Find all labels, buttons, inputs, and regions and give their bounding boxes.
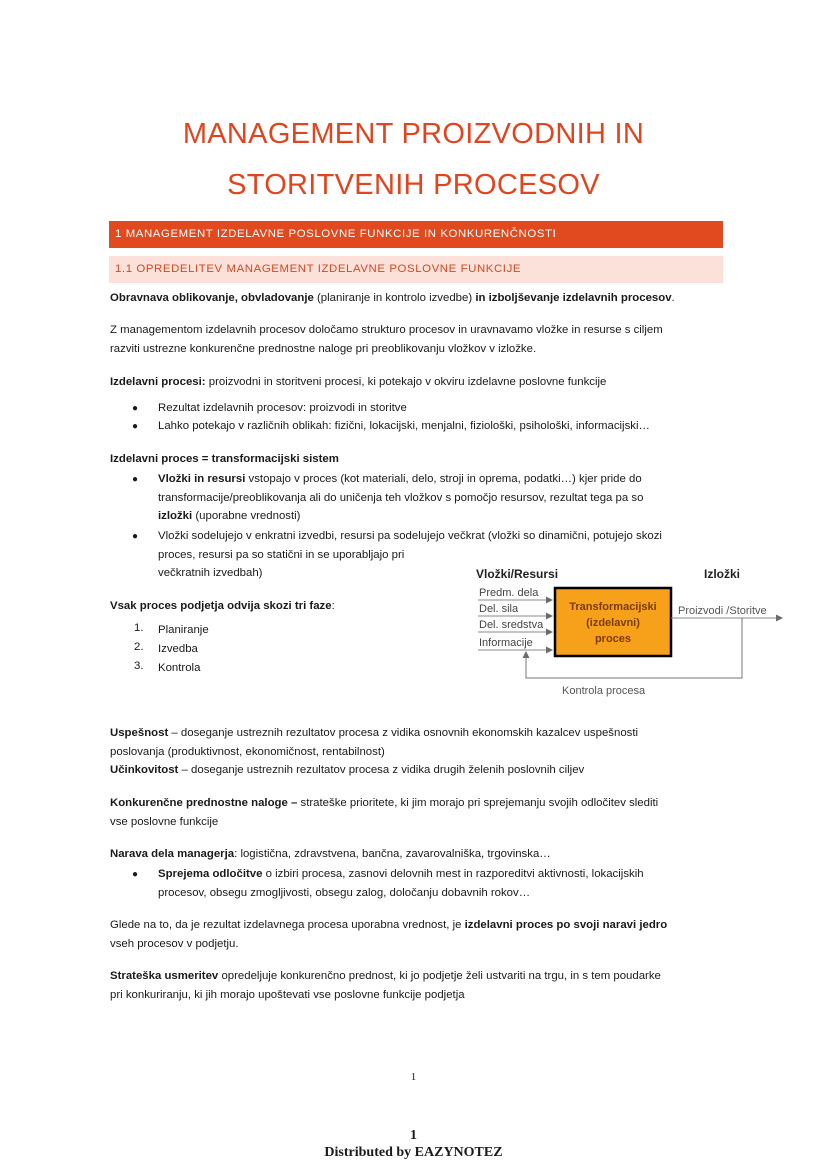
list-number: 3. (134, 660, 144, 672)
section-heading-1-1: 1.1 OPREDELITEV MANAGEMENT IZDELAVNE POSLOVNE FUNKCIJE (109, 256, 723, 283)
diagram-input-predm-dela: Predm. dela (479, 587, 539, 599)
list-item-vlozki: Vložki in resursi vstopajo v proces (kot materiali, delo, stroji in oprema, podatki…) kjer pride do transformacije/preoblikovanja ali do uničenja teh vložkov s pomočjo resursov, rezultat tega pa so izložki (uporabne vrednosti) (158, 473, 644, 522)
list-item-sodelujejo: Vložki sodelujejo v enkratni izvedbi, resursi pa sodelujejo večkrat (vložki so dinamični, potujejo skozi proces, resursi pa so statični in se uporabljajo pri večkratnih izvedbah) (158, 530, 662, 579)
diagram-control-label: Kontrola procesa (562, 685, 646, 697)
bullet-dot: ● (132, 474, 139, 485)
diagram-input-del-sila: Del. sila (479, 603, 519, 615)
diagram-input-informacije: Informacije (479, 637, 533, 649)
list-number: 1. (134, 622, 144, 634)
section-heading-1: 1 MANAGEMENT IZDELAVNE POSLOVNE FUNKCIJE IN KONKURENČNOSTI (109, 221, 723, 248)
page-title-line2: STORITVENIH PROCESOV (227, 169, 600, 201)
list-number: 2. (134, 641, 144, 653)
paragraph-izdelavni-procesi: Izdelavni procesi: proizvodni in storitveni procesi, ki potekajo v okviru izdelavne poslovne funkcije (110, 376, 607, 388)
paragraph-uspesnost: Uspešnost – doseganje ustreznih rezultatov procesa z vidika osnovnih ekonomskih kazalcev uspešnosti poslovanja (produktivnost, ekonomičnost, rentabilnost) Učinkovitost – doseganje ustreznih rezultatov procesa z vidika drugih želenih poslovnih ciljev (110, 727, 639, 776)
paragraph-z-managementom: Z managementom izdelavnih procesov določamo strukturo procesov in uravnavamo vložke in resurse s ciljem razviti ustrezne konkurenčne prednostne naloge pri preoblikovanju vložkov v izložke. (110, 324, 663, 355)
page-number: 1 (410, 1071, 417, 1083)
footer-page-number: 1 (410, 1128, 417, 1143)
transformation-process-diagram (470, 562, 790, 704)
bullet-dot: ● (132, 403, 139, 414)
paragraph-transformacijski-sistem: Izdelavni proces = transformacijski sistem (110, 453, 339, 465)
diagram-box-line1: Transformacijski (569, 601, 657, 613)
bullet-dot: ● (132, 869, 139, 880)
bullet-dot: ● (132, 531, 139, 542)
diagram-left-title: Vložki/Resursi (476, 567, 559, 581)
list-item-izvedba: Izvedba (158, 643, 198, 655)
footer-distributed-by: Distributed by EAZYNOTEZ (324, 1145, 503, 1160)
diagram-input-del-sredstva: Del. sredstva (479, 619, 544, 631)
bullet-dot: ● (132, 421, 139, 432)
list-item: Rezultat izdelavnih procesov: proizvodi in storitve (158, 402, 407, 414)
paragraph-glede-na-to: Glede na to, da je rezultat izdelavnega procesa uporabna vrednost, je izdelavni proces po svoji naravi jedro vseh procesov v podjetju. (110, 919, 668, 950)
paragraph-strateska-usmeritev: Strateška usmeritev opredeljuje konkurenčno prednost, ki jo podjetje želi ustvariti na trgu, in s tem poudarke pri konkuriranju, ki jih morajo upoštevati vse poslovne funkcije podjetja (110, 970, 661, 1001)
list-item-sprejema: Sprejema odločitve o izbiri procesa, zasnovi delovnih mest in razporeditvi aktivnosti, lokacijskih procesov, obsegu zmogljivosti, obsegu zalog, določanju dobavnih rokov… (158, 868, 644, 899)
list-item-kontrola: Kontrola (158, 662, 201, 674)
paragraph-konkurencne-naloge: Konkurenčne prednostne naloge – strateške prioritete, ki jim morajo pri sprejemanju svojih odločitev slediti vse poslovne funkcije (110, 797, 659, 828)
page-title-line1: MANAGEMENT PROIZVODNIH IN (182, 118, 645, 150)
diagram-box-line2: (izdelavni) (586, 617, 640, 629)
list-item: Lahko potekajo v različnih oblikah: fizični, lokacijski, menjalni, fiziološki, psihološki, informacijski… (158, 420, 650, 432)
list-item-planiranje: Planiranje (158, 624, 209, 636)
diagram-right-title: Izložki (704, 567, 741, 581)
paragraph-narava-dela: Narava dela managerja: logistična, zdravstvena, bančna, zavarovalniška, trgovinska… (110, 848, 551, 860)
diagram-box-line3: proces (594, 633, 632, 645)
diagram-output-label: Proizvodi /Storitve (678, 605, 767, 617)
paragraph-faze: Vsak proces podjetja odvija skozi tri faze: (110, 600, 335, 612)
paragraph-obravnava: Obravnava oblikovanje, obvladovanje (planiranje in kontrolo izvedbe) in izboljševanje izdelavnih procesov. (110, 292, 675, 304)
